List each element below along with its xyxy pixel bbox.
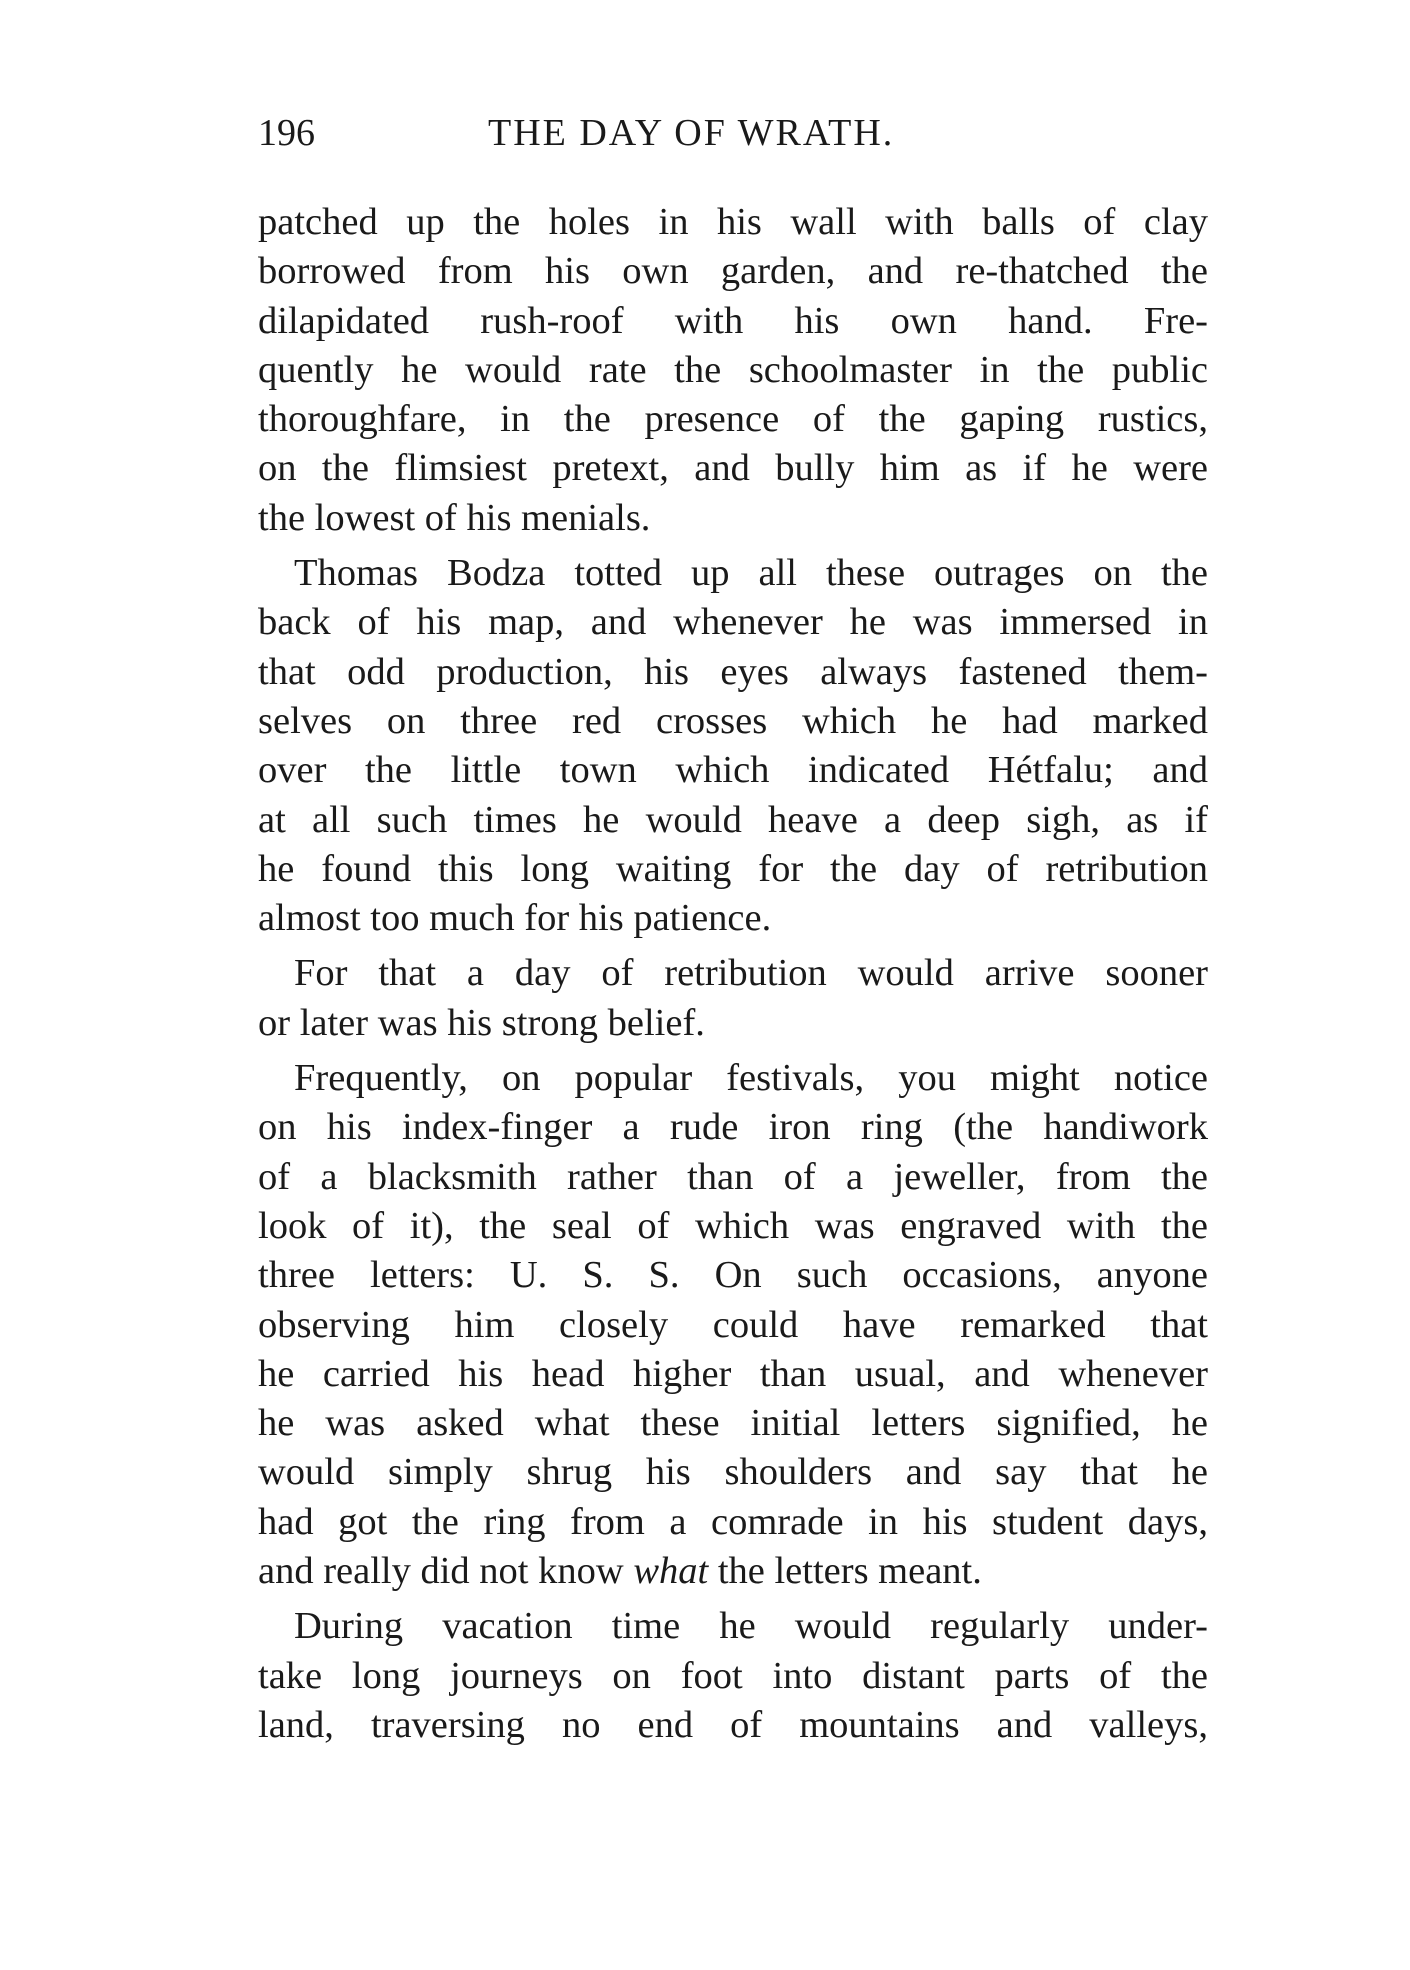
paragraph: [258, 1054, 1208, 1596]
text-line: take long journeys on foot into distant parts of the: [258, 1654, 1208, 1697]
text-line: [258, 1547, 1208, 1596]
text-line: selves on three red crosses which he had marked: [258, 699, 1208, 742]
text-line: had got the ring from a comrade in his student days,: [258, 1500, 1208, 1543]
text-fragment: the letters meant.: [708, 1550, 982, 1593]
paragraph: [258, 1602, 1208, 1750]
text-fragment: and really did not know: [258, 1550, 634, 1593]
text-line: of a blacksmith rather than of a jeweller, from the: [258, 1155, 1208, 1198]
paragraph: [258, 949, 1208, 1048]
text-line: dilapidated rush-roof with his own hand. Fre-: [258, 299, 1208, 342]
running-title: THE DAY OF WRATH.: [488, 112, 895, 154]
text-line: back of his map, and whenever he was immersed in: [258, 601, 1208, 644]
italic-word: what: [633, 1550, 709, 1593]
text-line: thoroughfare, in the presence of the gaping rustics,: [258, 398, 1208, 441]
text-line: borrowed from his own garden, and re-thatched the: [258, 250, 1208, 293]
text-line: he was asked what these initial letters signified, he: [258, 1402, 1208, 1445]
body-text: [258, 198, 1208, 1750]
text-line: he carried his head higher than usual, and whenever: [258, 1352, 1208, 1395]
text-line: on the flimsiest pretext, and bully him as if he were: [258, 447, 1208, 490]
text-line: at all such times he would heave a deep sigh, as if: [258, 798, 1208, 841]
text-line: he found this long waiting for the day of retribution: [258, 847, 1208, 890]
text-line: Frequently, on popular festivals, you might notice: [294, 1057, 1208, 1100]
paragraph: [258, 198, 1208, 543]
text-line: that odd production, his eyes always fastened them-: [258, 650, 1208, 693]
text-line: look of it), the seal of which was engraved with the: [258, 1204, 1208, 1247]
text-line: patched up the holes in his wall with balls of clay: [258, 201, 1208, 243]
text-line: on his index-finger a rude iron ring (the handiwork: [258, 1106, 1208, 1149]
text-line: For that a day of retribution would arrive sooner: [294, 952, 1208, 995]
text-line: During vacation time he would regularly under-: [294, 1605, 1208, 1648]
text-line: or later was his strong belief.: [258, 1001, 705, 1044]
paragraph: [258, 549, 1208, 943]
text-line: over the little town which indicated Hétfalu; and: [258, 749, 1208, 792]
text-line: almost too much for his patience.: [258, 897, 772, 940]
text-line: quently he would rate the schoolmaster in the public: [258, 348, 1208, 391]
running-head: [258, 108, 1198, 158]
text-line: land, traversing no end of mountains and valleys,: [258, 1703, 1208, 1746]
text-line: Thomas Bodza totted up all these outrages on the: [294, 552, 1208, 595]
text-line: three letters: U. S. S. On such occasions, anyone: [258, 1254, 1208, 1297]
text-line: the lowest of his menials.: [258, 496, 651, 539]
text-line: observing him closely could have remarked that: [258, 1303, 1208, 1346]
text-line: would simply shrug his shoulders and say that he: [258, 1451, 1208, 1494]
page-number: 196: [258, 112, 315, 154]
